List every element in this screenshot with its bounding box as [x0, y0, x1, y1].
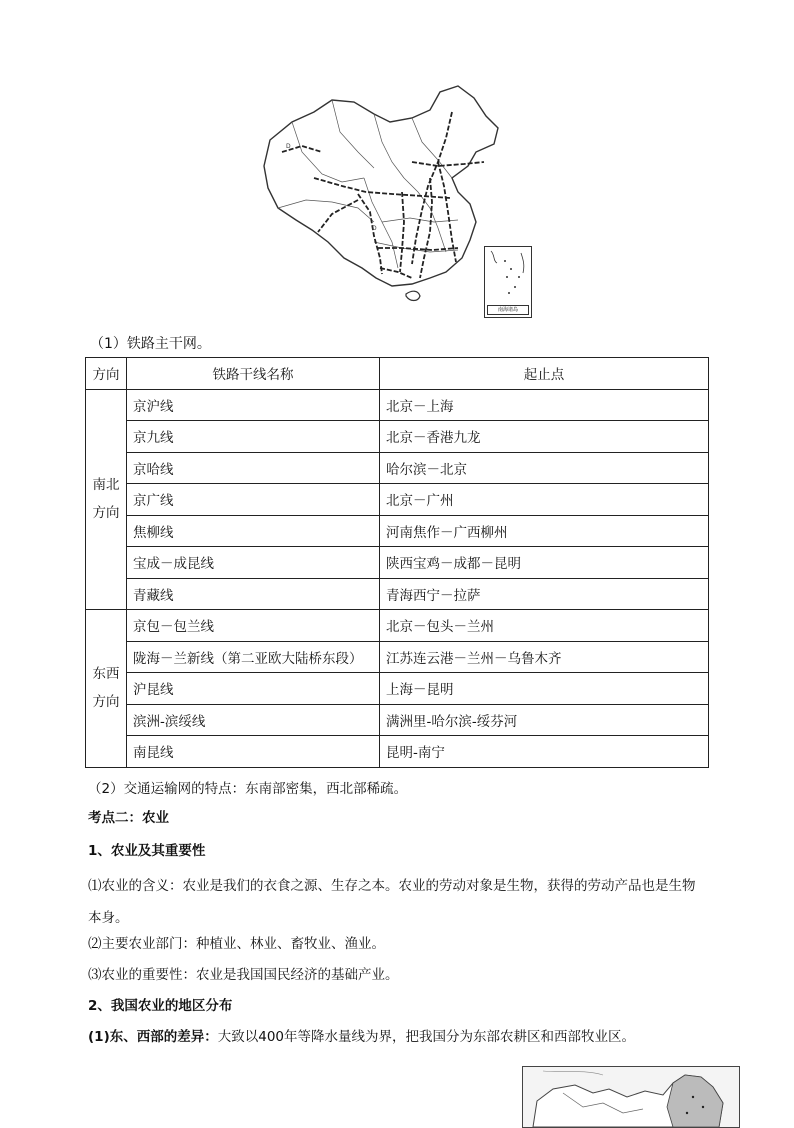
line-route: 昆明-南宁 [380, 736, 709, 768]
line-name: 京沪线 [127, 389, 380, 421]
line-route: 北京－香港九龙 [380, 421, 709, 453]
transport-network-feature: （2）交通运输网的特点：东南部密集，西北部稀疏。 [88, 781, 408, 797]
table-row [86, 515, 709, 547]
line-route: 满洲里-哈尔滨-绥芬河 [380, 704, 709, 736]
line-route: 北京－上海 [380, 389, 709, 421]
header-endpoints: 起止点 [380, 358, 709, 390]
railway-table [85, 357, 709, 768]
line-route: 江苏连云港－兰州－乌鲁木齐 [380, 641, 709, 673]
direction-label: 南北 [92, 477, 120, 494]
line-name: 京包－包兰线 [127, 610, 380, 642]
line-route: 上海－昆明 [380, 673, 709, 705]
line-name: 陇海－兰新线（第二亚欧大陆桥东段） [127, 641, 380, 673]
paragraph-agriculture-definition: ⑴农业的含义：农业是我们的衣食之源、生存之本。农业的劳动对象是生物，获得的劳动产品也是生物本身。 [88, 878, 696, 926]
paragraph-east-west-difference [88, 1027, 635, 1047]
paragraph-agriculture-importance: ⑶农业的重要性：农业是我国国民经济的基础产业。 [88, 967, 399, 983]
agriculture-region-map [522, 1066, 740, 1128]
line-route: 北京－广州 [380, 484, 709, 516]
table-row [86, 452, 709, 484]
topic-heading: 考点二：农业 [88, 810, 169, 826]
hainan-outline [406, 291, 420, 300]
table-row [86, 547, 709, 579]
line-name: 滨洲-滨绥线 [127, 704, 380, 736]
table-row [86, 736, 709, 768]
table-row [86, 578, 709, 610]
table-header-row [86, 358, 709, 390]
table-row [86, 421, 709, 453]
line-name: 青藏线 [127, 578, 380, 610]
subsection-heading: 1、农业及其重要性 [88, 843, 206, 859]
paragraph-label: (1)东、西部的差异： [88, 1029, 218, 1045]
south-china-sea-inset [484, 246, 532, 318]
agriculture-map-graphic [523, 1067, 739, 1127]
line-route: 青海西宁－拉萨 [380, 578, 709, 610]
paragraph-agriculture-sectors: ⑵主要农业部门：种植业、林业、畜牧业、渔业。 [88, 936, 385, 952]
table-row [86, 704, 709, 736]
section-caption-railway: （1）铁路主干网。 [90, 336, 211, 352]
inset-islands [485, 247, 531, 307]
direction-label: 东西 [92, 666, 120, 683]
subsection-heading: 2、我国农业的地区分布 [88, 998, 233, 1014]
direction-label: 方向 [92, 505, 120, 522]
table-row [86, 484, 709, 516]
line-name: 沪昆线 [127, 673, 380, 705]
direction-east-west [86, 610, 127, 768]
line-route: 河南焦作－广西柳州 [380, 515, 709, 547]
inset-label: 南海诸岛 [487, 305, 529, 315]
header-line-name: 铁路干线名称 [127, 358, 380, 390]
line-route: 陕西宝鸡－成都－昆明 [380, 547, 709, 579]
china-outline [264, 86, 498, 286]
line-name: 京哈线 [127, 452, 380, 484]
table-row [86, 389, 709, 421]
direction-label: 方向 [92, 694, 120, 711]
line-name: 焦柳线 [127, 515, 380, 547]
line-name: 京九线 [127, 421, 380, 453]
line-name: 宝成－成昆线 [127, 547, 380, 579]
header-direction: 方向 [86, 358, 127, 390]
table-row [86, 641, 709, 673]
direction-north-south [86, 389, 127, 610]
line-route: 哈尔滨－北京 [380, 452, 709, 484]
svg-text:D: D [286, 143, 291, 150]
line-name: 南昆线 [127, 736, 380, 768]
line-name: 京广线 [127, 484, 380, 516]
table-row [86, 673, 709, 705]
svg-text:D: D [372, 225, 377, 232]
paragraph-text: 大致以400年等降水量线为界，把我国分为东部农耕区和西部牧业区。 [217, 1029, 636, 1045]
table-row [86, 610, 709, 642]
line-route: 北京－包头－兰州 [380, 610, 709, 642]
